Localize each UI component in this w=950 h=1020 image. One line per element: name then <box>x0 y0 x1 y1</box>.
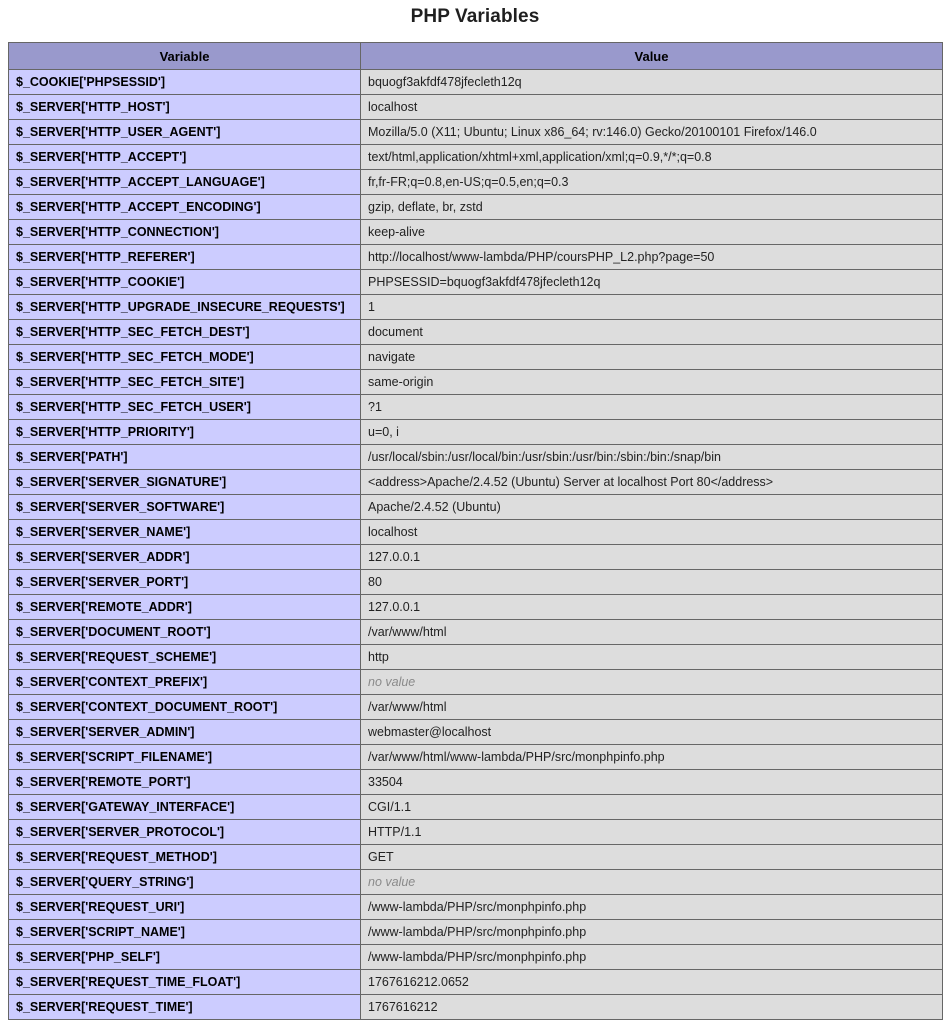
variable-value-cell: 1 <box>361 295 943 320</box>
column-header-variable: Variable <box>9 43 361 70</box>
variable-value-cell: webmaster@localhost <box>361 720 943 745</box>
variable-value-cell: 80 <box>361 570 943 595</box>
variable-value-cell: localhost <box>361 95 943 120</box>
variable-name-cell: $_SERVER['PATH'] <box>9 445 361 470</box>
variable-name-cell: $_SERVER['HTTP_REFERER'] <box>9 245 361 270</box>
page-title: PHP Variables <box>410 6 540 27</box>
variable-name-cell: $_SERVER['REQUEST_SCHEME'] <box>9 645 361 670</box>
table-row <box>9 120 943 145</box>
variable-value-cell: PHPSESSID=bquogf3akfdf478jfecleth12q <box>361 270 943 295</box>
variable-value-cell: bquogf3akfdf478jfecleth12q <box>361 70 943 95</box>
table-row <box>9 945 943 970</box>
variable-value-cell: /www-lambda/PHP/src/monphpinfo.php <box>361 945 943 970</box>
variable-name-cell: $_SERVER['REQUEST_TIME_FLOAT'] <box>9 970 361 995</box>
table-row <box>9 545 943 570</box>
table-row <box>9 720 943 745</box>
variable-name-cell: $_SERVER['REQUEST_METHOD'] <box>9 845 361 870</box>
variable-name-cell: $_SERVER['HTTP_SEC_FETCH_DEST'] <box>9 320 361 345</box>
table-row <box>9 170 943 195</box>
variable-value-cell: same-origin <box>361 370 943 395</box>
variable-name-cell: $_SERVER['SCRIPT_FILENAME'] <box>9 745 361 770</box>
variable-name-cell: $_SERVER['SERVER_PROTOCOL'] <box>9 820 361 845</box>
table-row <box>9 145 943 170</box>
variable-value-cell: keep-alive <box>361 220 943 245</box>
table-row <box>9 770 943 795</box>
variable-name-cell: $_SERVER['PHP_SELF'] <box>9 945 361 970</box>
variable-name-cell: $_SERVER['HTTP_ACCEPT_ENCODING'] <box>9 195 361 220</box>
variable-value-cell: u=0, i <box>361 420 943 445</box>
variable-name-cell: $_SERVER['HTTP_ACCEPT_LANGUAGE'] <box>9 170 361 195</box>
variable-value-cell: /usr/local/sbin:/usr/local/bin:/usr/sbin:/usr/bin:/sbin:/bin:/snap/bin <box>361 445 943 470</box>
variable-name-cell: $_SERVER['HTTP_UPGRADE_INSECURE_REQUESTS'] <box>9 295 361 320</box>
table-row <box>9 495 943 520</box>
variable-name-cell: $_SERVER['HTTP_SEC_FETCH_SITE'] <box>9 370 361 395</box>
table-row <box>9 620 943 645</box>
variable-value-cell: ?1 <box>361 395 943 420</box>
table-header-row <box>9 43 943 70</box>
variable-value-cell: /var/www/html/www-lambda/PHP/src/monphpinfo.php <box>361 745 943 770</box>
variable-value-cell: Apache/2.4.52 (Ubuntu) <box>361 495 943 520</box>
variable-value-cell: 1767616212 <box>361 995 943 1020</box>
table-row <box>9 520 943 545</box>
table-row <box>9 895 943 920</box>
variable-name-cell: $_SERVER['SERVER_SOFTWARE'] <box>9 495 361 520</box>
variable-value-cell: /www-lambda/PHP/src/monphpinfo.php <box>361 895 943 920</box>
variable-name-cell: $_SERVER['REQUEST_TIME'] <box>9 995 361 1020</box>
variable-value-cell: /var/www/html <box>361 695 943 720</box>
variable-value-cell-empty: no value <box>361 670 943 695</box>
variable-name-cell: $_SERVER['HTTP_HOST'] <box>9 95 361 120</box>
variable-value-cell: <address>Apache/2.4.52 (Ubuntu) Server at localhost Port 80</address> <box>361 470 943 495</box>
variable-value-cell: /var/www/html <box>361 620 943 645</box>
table-row <box>9 220 943 245</box>
variable-value-cell: Mozilla/5.0 (X11; Ubuntu; Linux x86_64; rv:146.0) Gecko/20100101 Firefox/146.0 <box>361 120 943 145</box>
variable-value-cell: http://localhost/www-lambda/PHP/coursPHP_L2.php?page=50 <box>361 245 943 270</box>
table-row <box>9 870 943 895</box>
table-row <box>9 470 943 495</box>
variable-name-cell: $_SERVER['DOCUMENT_ROOT'] <box>9 620 361 645</box>
variable-value-cell: 33504 <box>361 770 943 795</box>
variable-name-cell: $_SERVER['SERVER_ADMIN'] <box>9 720 361 745</box>
table-row <box>9 95 943 120</box>
table-row <box>9 570 943 595</box>
variable-name-cell: $_SERVER['CONTEXT_DOCUMENT_ROOT'] <box>9 695 361 720</box>
variable-name-cell: $_SERVER['SERVER_ADDR'] <box>9 545 361 570</box>
variable-value-cell: HTTP/1.1 <box>361 820 943 845</box>
variable-name-cell: $_SERVER['REQUEST_URI'] <box>9 895 361 920</box>
table-header <box>9 43 943 70</box>
variable-name-cell: $_SERVER['HTTP_SEC_FETCH_USER'] <box>9 395 361 420</box>
table-row <box>9 445 943 470</box>
table-row <box>9 395 943 420</box>
column-header-value: Value <box>361 43 943 70</box>
variable-name-cell: $_SERVER['HTTP_PRIORITY'] <box>9 420 361 445</box>
variable-value-cell: text/html,application/xhtml+xml,application/xml;q=0.9,*/*;q=0.8 <box>361 145 943 170</box>
variable-value-cell: /www-lambda/PHP/src/monphpinfo.php <box>361 920 943 945</box>
variable-value-cell: 127.0.0.1 <box>361 545 943 570</box>
table-row <box>9 670 943 695</box>
table-row <box>9 645 943 670</box>
table-row <box>9 920 943 945</box>
variable-value-cell: GET <box>361 845 943 870</box>
table-row <box>9 820 943 845</box>
table-row <box>9 295 943 320</box>
table-row <box>9 970 943 995</box>
php-variables-table <box>8 42 943 1020</box>
table-row <box>9 595 943 620</box>
variable-value-cell: CGI/1.1 <box>361 795 943 820</box>
variable-value-cell: fr,fr-FR;q=0.8,en-US;q=0.5,en;q=0.3 <box>361 170 943 195</box>
variable-name-cell: $_SERVER['HTTP_COOKIE'] <box>9 270 361 295</box>
variable-name-cell: $_SERVER['SCRIPT_NAME'] <box>9 920 361 945</box>
variable-value-cell: 127.0.0.1 <box>361 595 943 620</box>
variable-name-cell: $_SERVER['SERVER_PORT'] <box>9 570 361 595</box>
variable-name-cell: $_SERVER['HTTP_CONNECTION'] <box>9 220 361 245</box>
table-row <box>9 270 943 295</box>
variable-name-cell: $_SERVER['HTTP_ACCEPT'] <box>9 145 361 170</box>
table-row <box>9 695 943 720</box>
table-row <box>9 745 943 770</box>
table-row <box>9 995 943 1020</box>
table-body <box>9 70 943 1020</box>
variable-name-cell: $_SERVER['SERVER_SIGNATURE'] <box>9 470 361 495</box>
variable-name-cell: $_SERVER['SERVER_NAME'] <box>9 520 361 545</box>
variable-value-cell: http <box>361 645 943 670</box>
table-row <box>9 370 943 395</box>
variable-name-cell: $_SERVER['HTTP_USER_AGENT'] <box>9 120 361 145</box>
table-row <box>9 795 943 820</box>
variable-name-cell: $_SERVER['REMOTE_PORT'] <box>9 770 361 795</box>
table-row <box>9 845 943 870</box>
variable-value-cell: localhost <box>361 520 943 545</box>
variable-name-cell: $_SERVER['GATEWAY_INTERFACE'] <box>9 795 361 820</box>
variable-value-cell: document <box>361 320 943 345</box>
table-row <box>9 195 943 220</box>
variable-name-cell: $_COOKIE['PHPSESSID'] <box>9 70 361 95</box>
table-row <box>9 345 943 370</box>
variable-value-cell: navigate <box>361 345 943 370</box>
variable-name-cell: $_SERVER['HTTP_SEC_FETCH_MODE'] <box>9 345 361 370</box>
variable-name-cell: $_SERVER['CONTEXT_PREFIX'] <box>9 670 361 695</box>
variable-value-cell: gzip, deflate, br, zstd <box>361 195 943 220</box>
table-row <box>9 70 943 95</box>
variable-value-cell-empty: no value <box>361 870 943 895</box>
table-row <box>9 245 943 270</box>
table-row <box>9 420 943 445</box>
table-row <box>9 320 943 345</box>
variable-name-cell: $_SERVER['QUERY_STRING'] <box>9 870 361 895</box>
variable-value-cell: 1767616212.0652 <box>361 970 943 995</box>
variable-name-cell: $_SERVER['REMOTE_ADDR'] <box>9 595 361 620</box>
